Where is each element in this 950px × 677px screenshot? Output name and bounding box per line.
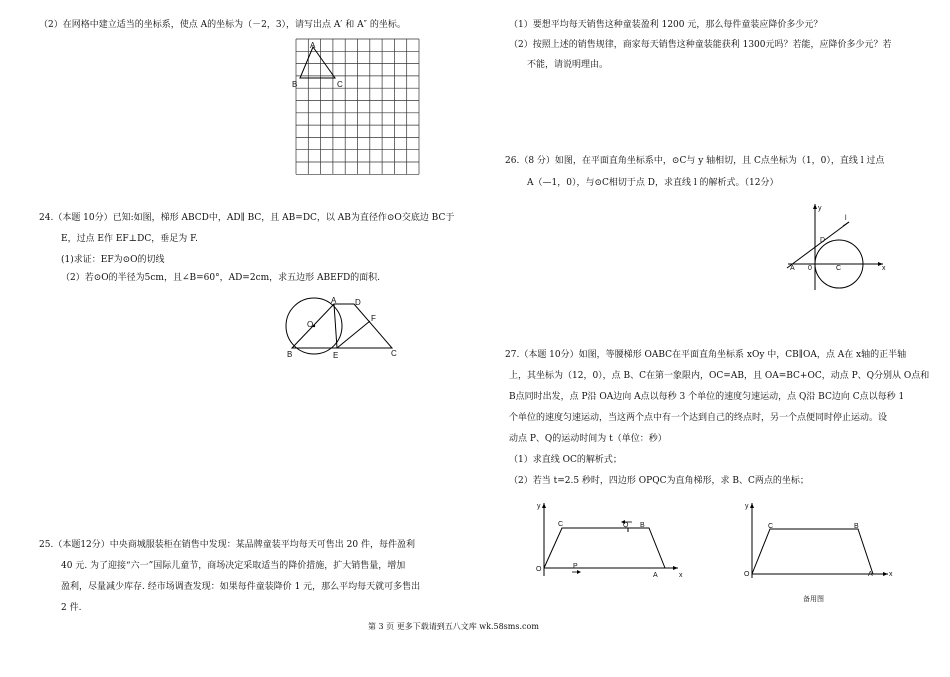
label-o: O	[307, 320, 314, 329]
label-q: Q	[623, 522, 629, 529]
label-o: O	[744, 571, 750, 578]
q25-line4: 2 件.	[61, 603, 82, 613]
q24-trapezoid-figure	[278, 296, 408, 364]
q27-line2: 上，其坐标为（12，0），点 B、C在第一象限内，OC=AB，且 OA=BC+OC，动点 P、Q分别从 O点和	[509, 371, 930, 381]
label-x: x	[882, 265, 886, 272]
label-b: B	[640, 522, 645, 529]
q24-part1: (1)求证：EF为⊙O的切线	[61, 255, 165, 265]
label-b: B	[287, 350, 293, 359]
q23-part2: （2）在网格中建立适当的坐标系，使点 A的坐标为（－2，3），请写出点 A′ 和 A″ 的坐标。	[39, 20, 406, 30]
label-a: A	[653, 572, 658, 579]
label-d: D	[820, 237, 826, 244]
q27-line4: 个单位的速度匀速运动，当这两个点中有一个达到自己的终点时，另一个点便同时停止运动。设	[509, 413, 888, 423]
label-p: P	[573, 563, 578, 570]
label-b: B	[292, 80, 298, 89]
q25-line1: 25.（本题12分）中央商城服装柜在销售中发现：某品牌童装平均每天可售出 20 件，每件盈利	[39, 540, 415, 550]
q27-figure-1	[532, 498, 687, 582]
triangle-abc	[300, 47, 335, 78]
label-l: l	[845, 215, 847, 222]
label-a: A	[310, 41, 316, 50]
q23-grid-figure	[292, 37, 424, 179]
label-a: A	[790, 265, 795, 272]
label-o: 0	[808, 265, 812, 272]
q25-part2a: （2）按照上述的销售规律，商家每天销售这种童装能获利 1300元吗？若能，应降价多少元？若	[509, 40, 892, 50]
q26-line1: 26.（8 分）如图，在平面直角坐标系中，⊙C与 y 轴相切，且 C点坐标为（1，0），直线 l 过点	[505, 156, 885, 166]
label-a: A	[868, 571, 873, 578]
q27-line3: B点同时出发，点 P沿 OA边向 A点以每秒 3 个单位的速度匀速运动，点 Q沿 BC边向 C点以每秒 1	[509, 392, 905, 402]
label-b: B	[854, 523, 859, 530]
label-y: y	[537, 503, 541, 510]
label-a: A	[331, 296, 337, 305]
q24-part2: （2）若⊙O的半径为5cm，且∠B=60°，AD=2cm，求五边形 ABEFD的面积.	[61, 273, 381, 283]
q24-line1: 24.（本题 10分）已知:如图，梯形 ABCD中，AD∥ BC，且 AB=DC，以 AB为直径作⊙O交底边 BC于	[39, 213, 455, 223]
q27-line1: 27.（本题 10分）如图，等腰梯形 OABC在平面直角坐标系 xOy 中，CB∥OA，点 A在 x轴的正半轴	[505, 350, 907, 360]
page-footer: 第 3 页 更多下载请到五八文库 wk.58sms.com	[368, 622, 539, 631]
q27-line5: 动点 P、Q的运动时间为 t（单位：秒）	[509, 434, 667, 444]
line-l	[787, 222, 849, 268]
label-c: C	[391, 349, 397, 358]
q26-figure	[783, 198, 893, 294]
q27-part1: （1）求直线 OC的解析式；	[509, 455, 622, 465]
label-c: C	[337, 80, 343, 89]
trapezoid-oabc	[752, 529, 873, 574]
label-d: D	[355, 298, 361, 307]
label-x: x	[679, 572, 683, 579]
label-e: E	[333, 351, 339, 360]
q27-backup-caption: 备用图	[803, 596, 824, 603]
q25-part2b: 不能，请说明理由。	[527, 60, 609, 70]
label-y: y	[745, 503, 749, 510]
label-o: O	[536, 566, 542, 573]
label-x: x	[889, 571, 893, 578]
q26-line2: A（—1，0），与⊙C相切于点 D，求直线 l 的解析式。（12分）	[527, 178, 779, 188]
q27-part2: （2）若当 t=2.5 秒时，四边形 OPQC为直角梯形，求 B、C两点的坐标；	[509, 476, 809, 486]
label-c: C	[836, 265, 842, 272]
label-c: C	[768, 523, 774, 530]
label-f: F	[371, 314, 376, 323]
q25-line2: 40 元. 为了迎接“六一”国际儿童节，商场决定采取适当的降价措施，扩大销售量，增加	[61, 561, 406, 571]
q24-line2: E，过点 E作 EF⊥DC，垂足为 F.	[61, 234, 198, 244]
q25-line3: 盈利，尽量减少库存. 经市场调查发现：如果每件童装降价 1 元，那么平均每天就可多售出	[61, 582, 421, 592]
grid-lines	[296, 39, 419, 174]
q27-figure-2-backup	[740, 498, 895, 582]
trapezoid-oabc	[544, 528, 665, 568]
label-y: y	[818, 205, 822, 212]
q25-part1: （1）要想平均每天销售这种童装盈利 1200 元，那么每件童装应降价多少元？	[509, 20, 823, 30]
label-c: C	[558, 521, 564, 528]
